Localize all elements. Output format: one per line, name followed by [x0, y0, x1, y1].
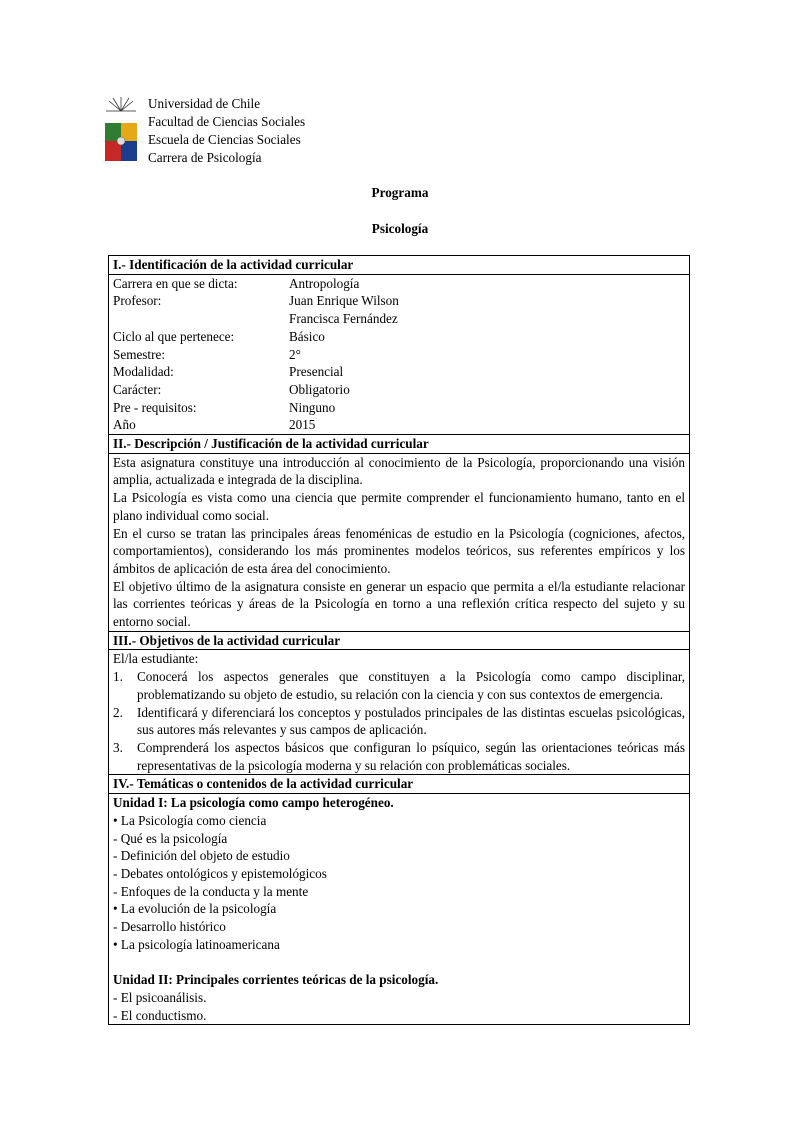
info-row — [113, 275, 685, 293]
info-value: Ninguno — [289, 399, 336, 415]
header-line: Facultad de Ciencias Sociales — [148, 114, 306, 129]
content-item: • La evolución de la psicología — [113, 901, 277, 917]
info-value: Obligatorio — [289, 381, 350, 397]
objective-number: 2. — [113, 704, 123, 720]
unit-title: Unidad I: La psicología como campo heterogéneo. — [113, 795, 394, 811]
university-crest-logo — [104, 95, 138, 167]
header-line: Universidad de Chile — [148, 96, 261, 111]
document-title: Programa — [371, 185, 429, 200]
content-item: - Enfoques de la conducta y la mente — [113, 883, 309, 899]
description-paragraph: El objetivo último de la asignatura consiste en generar un espacio que permita a el/la estudiante relacionar las corrientes teóricas y áreas de la Psicología en torno a una reflexión crítica respecto del sujeto y su entorno social. — [113, 578, 685, 630]
info-value: Antropología — [289, 275, 360, 291]
info-row — [113, 381, 685, 399]
info-label: Carrera en que se dicta: — [113, 275, 238, 291]
info-label: Ciclo al que pertenece: — [113, 328, 235, 344]
info-label: Carácter: — [113, 381, 162, 397]
objective-text: Conocerá los aspectos generales que constituyen a la Psicología como campo disciplinar, problematizando su objeto de estudio, su relación con la ciencia y con sus contextos de emergencia. — [137, 669, 685, 702]
info-row — [113, 328, 685, 346]
description-paragraph: La Psicología es vista como una ciencia que permite comprender el funcionamiento humano, tanto en el plano individual como social. — [113, 490, 685, 523]
objective-item — [113, 704, 685, 739]
info-value: Francisca Fernández — [289, 311, 398, 327]
section-heading: III.- Objetivos de la actividad curricular — [109, 631, 689, 651]
content-item: - El conductismo. — [113, 1007, 207, 1023]
objectives-section — [109, 650, 689, 774]
info-label: Modalidad: — [113, 364, 174, 380]
info-value: Básico — [289, 328, 325, 344]
objective-item — [113, 739, 685, 774]
objectives-intro: El/la estudiante: — [113, 651, 199, 667]
content-item: - Definición del objeto de estudio — [113, 848, 290, 864]
identification-section — [109, 275, 689, 434]
section-heading: II.- Descripción / Justificación de la actividad curricular — [109, 434, 689, 454]
info-row — [113, 346, 685, 364]
description-section — [109, 454, 689, 631]
info-label — [113, 310, 289, 328]
info-value: 2015 — [289, 417, 316, 433]
section-heading: IV.- Temáticas o contenidos de la actividad curricular — [109, 774, 689, 794]
info-value: Presencial — [289, 364, 344, 380]
content-item: - El psicoanálisis. — [113, 989, 207, 1005]
header-line: Carrera de Psicología — [148, 150, 262, 165]
info-row — [113, 310, 685, 328]
info-label: Semestre: — [113, 346, 166, 362]
objective-item — [113, 668, 685, 703]
info-label: Profesor: — [113, 293, 162, 309]
header-line: Escuela de Ciencias Sociales — [148, 132, 301, 147]
info-row — [113, 292, 685, 310]
description-paragraph: Esta asignatura constituye una introducción al conocimiento de la Psicología, proporcionando una visión amplia, actualizada e integrada de la disciplina. — [113, 454, 685, 488]
program-table — [108, 255, 690, 1025]
info-value: Juan Enrique Wilson — [289, 293, 399, 309]
content-item: - Qué es la psicología — [113, 830, 228, 846]
info-row — [113, 399, 685, 417]
info-label: Pre - requisitos: — [113, 399, 197, 415]
info-row — [113, 363, 685, 381]
section-heading: I.- Identificación de la actividad curricular — [109, 256, 689, 275]
info-value: 2° — [289, 346, 301, 362]
objective-number: 3. — [113, 739, 123, 755]
institution-header — [104, 95, 305, 167]
content-item: - Debates ontológicos y epistemológicos — [113, 865, 327, 881]
objective-number: 1. — [113, 669, 123, 685]
description-paragraph: En el curso se tratan las principales áreas fenoménicas de estudio en la Psicología (cogniciones, afectos, comportamientos), considerando los más prominentes modelos teóricos, sus referentes empíricos y los ámbitos de aplicación de esta área del conocimiento. — [113, 525, 685, 576]
info-label: Año — [113, 417, 136, 433]
document-subtitle: Psicología — [371, 221, 429, 236]
unit-title: Unidad II: Principales corrientes teóricas de la psicología. — [113, 972, 439, 988]
content-item: - Desarrollo histórico — [113, 919, 226, 935]
contents-section — [109, 794, 689, 1024]
content-item: • La psicología latinoamericana — [113, 936, 280, 952]
objective-text: Comprenderá los aspectos básicos que configuran lo psíquico, según las orientaciones teóricas más representativas de la psicología moderna y su relación con problemáticas sociales. — [137, 739, 685, 773]
info-row — [113, 416, 685, 434]
objective-text: Identificará y diferenciará los conceptos y postulados principales de las distintas escuelas psicológicas, sus autores más relevantes y sus campos de aplicación. — [137, 704, 685, 738]
content-item: • La Psicología como ciencia — [113, 812, 267, 828]
